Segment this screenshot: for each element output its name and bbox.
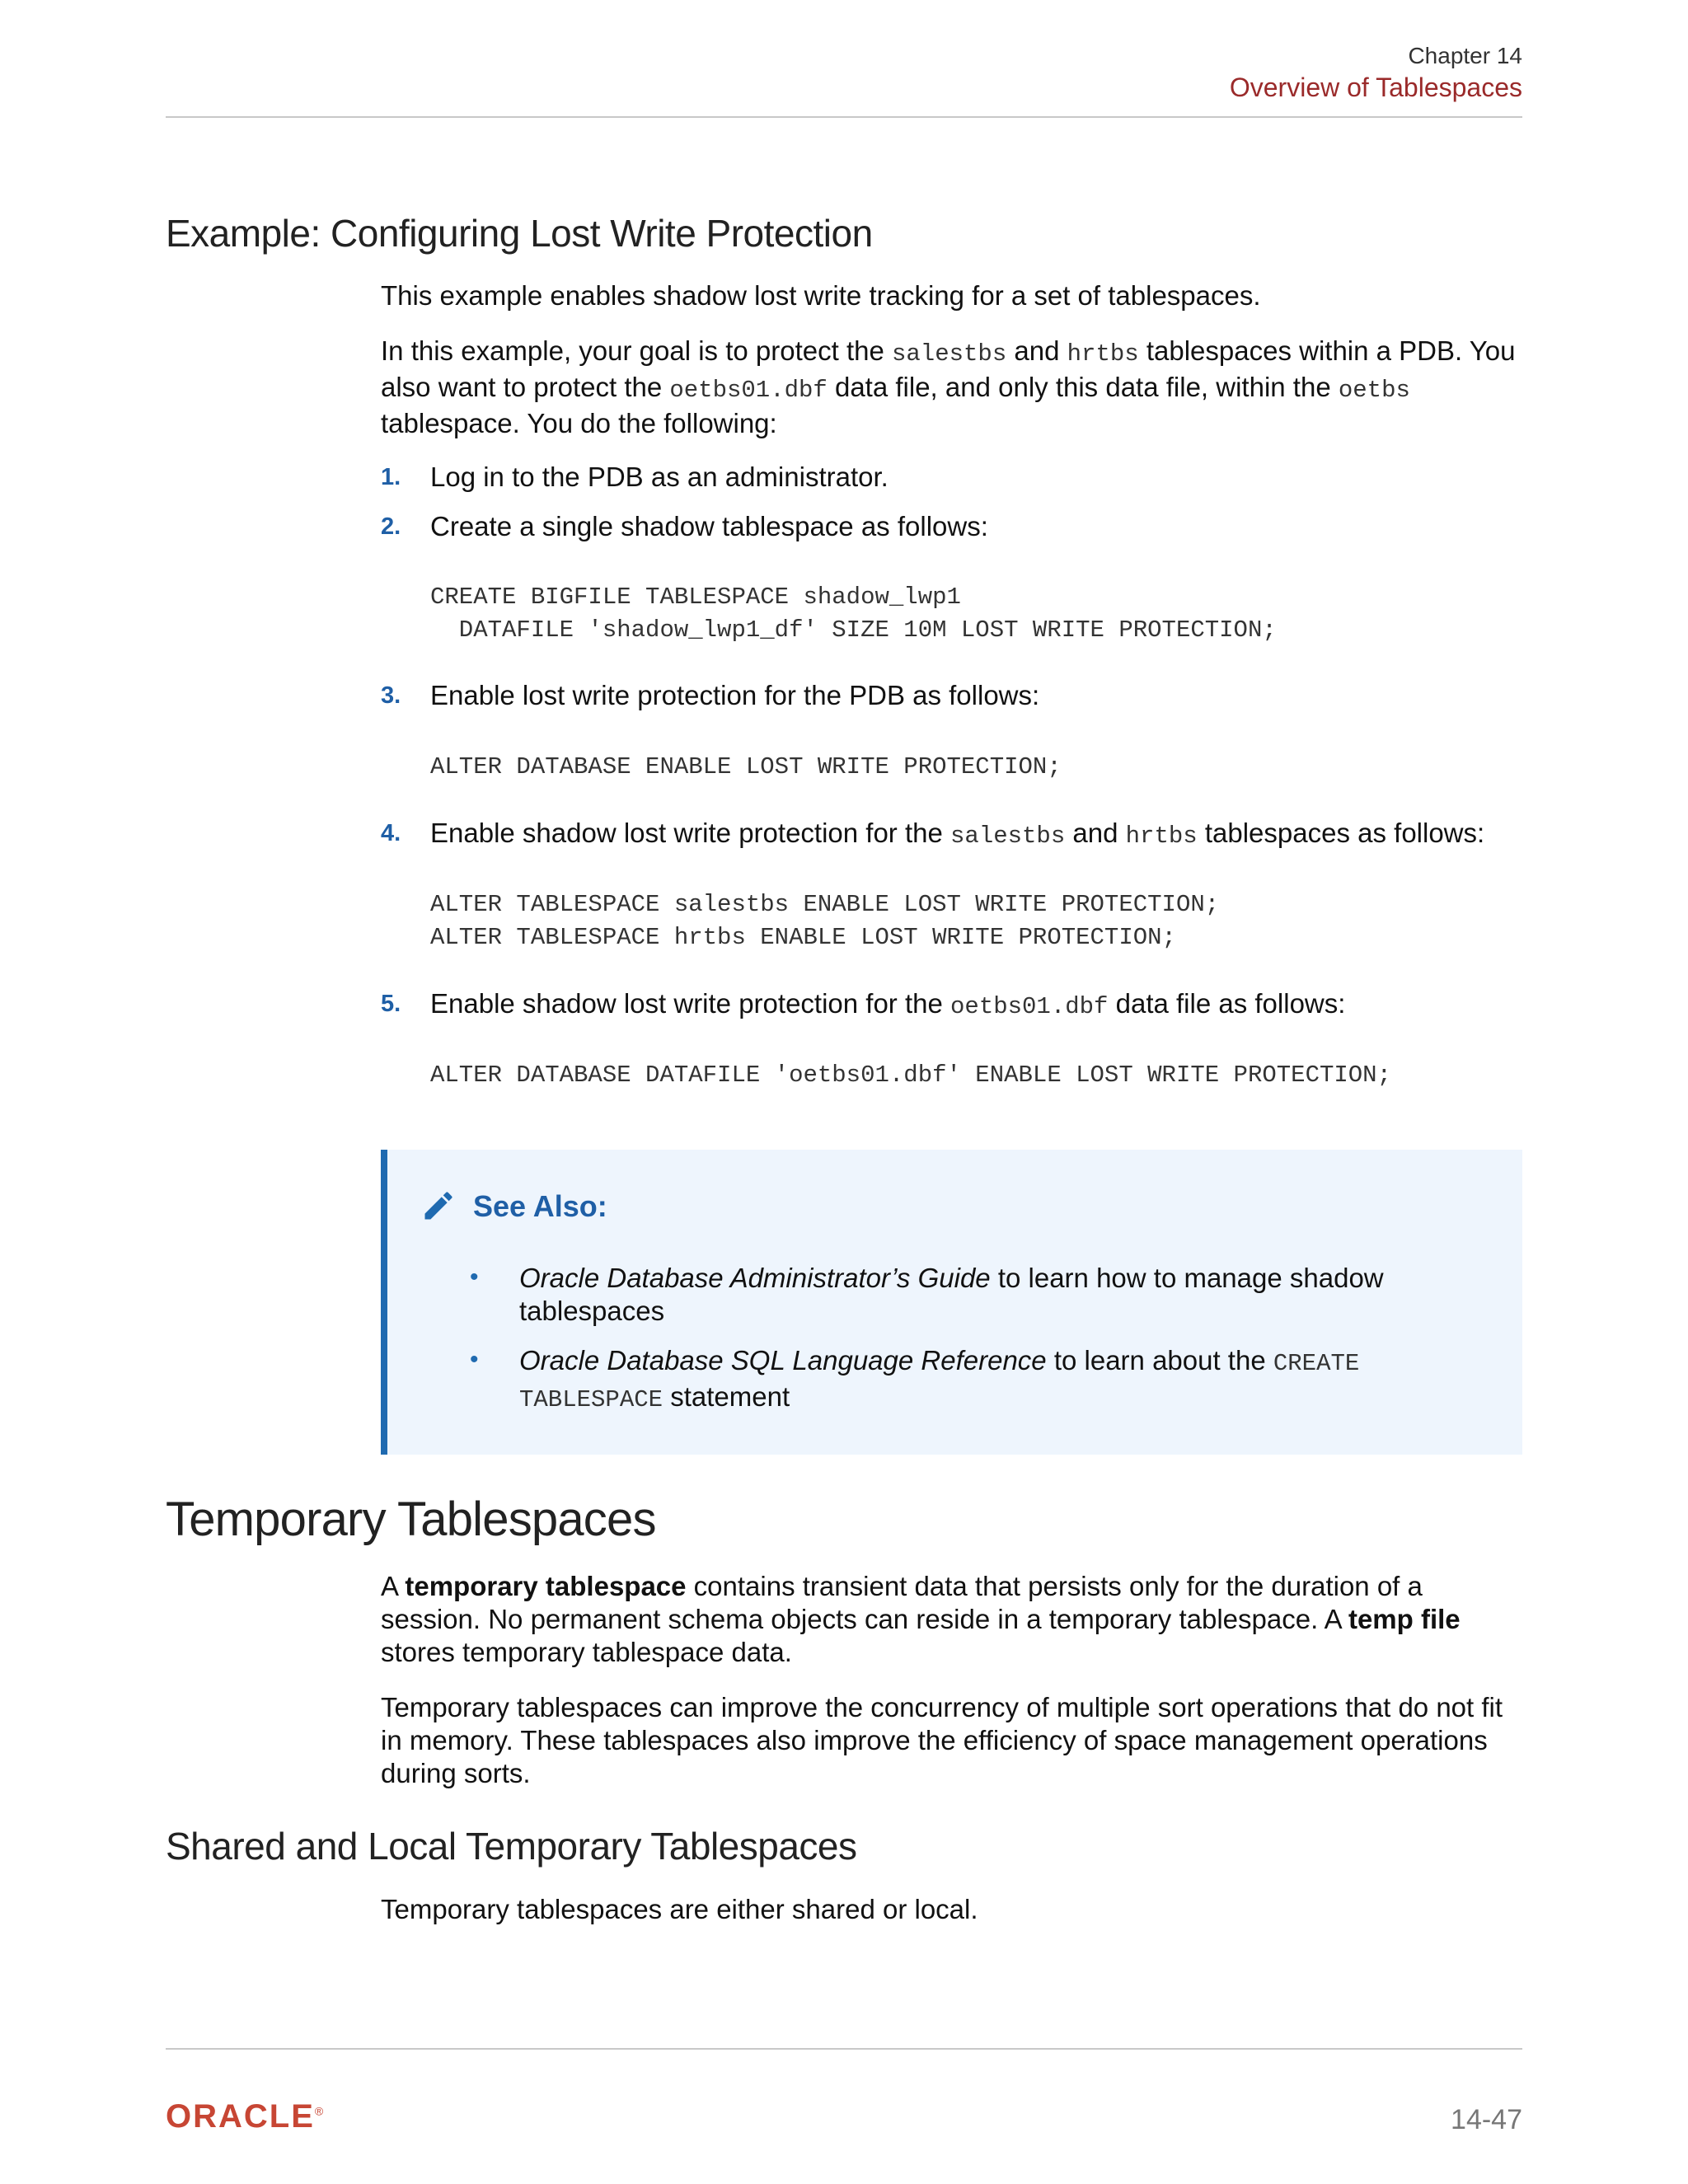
shared-local-p1: Temporary tablespaces are either shared or local. xyxy=(381,1894,978,1924)
example-heading: Example: Configuring Lost Write Protection xyxy=(166,212,873,255)
step-number: 4. xyxy=(381,820,401,846)
step-text: Enable shadow lost write protection for the salestbs and hrtbs tablespaces as follows: xyxy=(430,818,1485,850)
code-oetbs01: oetbs01.dbf xyxy=(669,377,828,404)
chapter-label: Chapter 14 xyxy=(1408,43,1522,68)
code-hrtbs: hrtbs xyxy=(1067,340,1139,368)
step-number: 3. xyxy=(381,682,401,709)
example-goal: In this example, your goal is to protect the salestbs and hrtbs tablespaces within a PDB. You also want to protect the oetbs01.dbf data file, and only this data file, within the oetbs tablespace. You do the following: xyxy=(381,335,1516,438)
code-oetbs: oetbs xyxy=(1338,377,1410,404)
bullet-icon: • xyxy=(470,1346,479,1373)
code-block-alter-tablespaces: ALTER TABLESPACE salestbs ENABLE LOST WRITE PROTECTION; ALTER TABLESPACE hrtbs ENABLE LOST WRITE PROTECTION; xyxy=(430,891,1220,951)
step-number: 5. xyxy=(381,991,401,1017)
section-label: Overview of Tablespaces xyxy=(1229,73,1522,102)
pencil-icon xyxy=(420,1188,457,1224)
see-also-title: See Also: xyxy=(473,1189,607,1223)
see-also-item-admin-guide: Oracle Database Administrator’s Guide to learn how to manage shadow tablespaces xyxy=(519,1263,1384,1326)
code-block-alter-datafile: ALTER DATABASE DATAFILE 'oetbs01.dbf' ENABLE LOST WRITE PROTECTION; xyxy=(430,1062,1391,1089)
step-text: Create a single shadow tablespace as follows: xyxy=(430,511,988,541)
code-block-create-tablespace: CREATE BIGFILE TABLESPACE shadow_lwp1 DATAFILE 'shadow_lwp1_df' SIZE 10M LOST WRITE PROTECTION; xyxy=(430,583,1277,644)
temporary-p2: Temporary tablespaces can improve the concurrency of multiple sort operations that do not fit in memory. These tablespaces also improve the efficiency of space management operations during sorts. xyxy=(381,1692,1503,1788)
shared-local-heading: Shared and Local Temporary Tablespaces xyxy=(166,1825,857,1868)
example-intro: This example enables shadow lost write tracking for a set of tablespaces. xyxy=(381,280,1261,311)
bullet-icon: • xyxy=(470,1263,479,1291)
step-text: Enable lost write protection for the PDB as follows: xyxy=(430,680,1040,710)
temporary-tablespaces-heading: Temporary Tablespaces xyxy=(166,1493,656,1546)
step-number: 2. xyxy=(381,513,401,540)
see-also-item-sql-reference: Oracle Database SQL Language Reference to learn about the CREATE TABLESPACE statement xyxy=(519,1345,1360,1413)
step-text: Enable shadow lost write protection for the oetbs01.dbf data file as follows: xyxy=(430,988,1346,1020)
link-sql-reference[interactable]: Oracle Database SQL Language Reference xyxy=(519,1345,1047,1376)
oracle-logo: ORACLE® xyxy=(166,2098,326,2135)
see-also-note xyxy=(381,1150,1522,1455)
code-salestbs: salestbs xyxy=(892,340,1007,368)
footer-divider xyxy=(166,2048,1522,2050)
code-block-enable-pdb: ALTER DATABASE ENABLE LOST WRITE PROTECTION; xyxy=(430,753,1062,780)
step-text: Log in to the PDB as an administrator. xyxy=(430,462,889,492)
step-number: 1. xyxy=(381,464,401,490)
link-admin-guide[interactable]: Oracle Database Administrator’s Guide xyxy=(519,1263,991,1293)
header-divider xyxy=(166,116,1522,118)
page-number: 14-47 xyxy=(1451,2104,1522,2135)
temporary-p1: A temporary tablespace contains transient data that persists only for the duration of a session. No permanent schema objects can reside in a temporary tablespace. A temp file stores temporary tablespace data. xyxy=(381,1571,1461,1667)
